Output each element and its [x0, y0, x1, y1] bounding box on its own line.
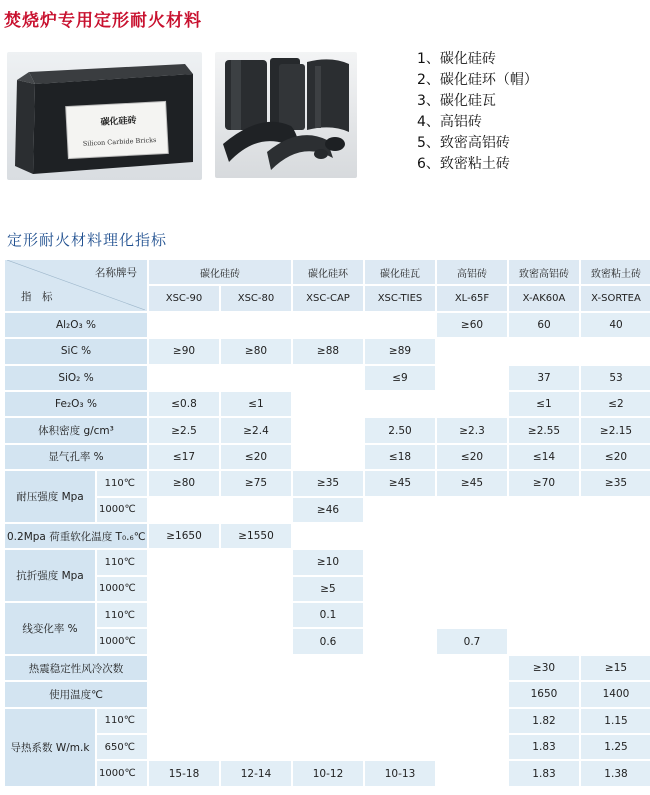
- table-cell: [581, 550, 650, 574]
- table-cell: [581, 498, 650, 522]
- table-cell: [581, 629, 650, 653]
- table-cell: ≥90: [149, 339, 219, 363]
- grade-header: XSC-90: [149, 286, 219, 310]
- table-row: [5, 735, 650, 759]
- table-cell: [293, 366, 363, 390]
- table-cell: [437, 682, 507, 706]
- table-cell: ≥5: [293, 577, 363, 601]
- row-condition: 110℃: [97, 550, 147, 574]
- table-cell: [293, 524, 363, 548]
- table-corner: [5, 260, 147, 311]
- table-cell: [149, 682, 219, 706]
- column-header: 碳化硅环: [293, 260, 363, 284]
- table-cell: [437, 735, 507, 759]
- table-cell: ≥45: [437, 471, 507, 495]
- row-label: 抗折强度 Mpa: [5, 550, 95, 601]
- table-cell: 1650: [509, 682, 579, 706]
- silicon-carbide-brick-photo: [7, 52, 202, 180]
- table-cell: [149, 709, 219, 733]
- table-cell: 1.83: [509, 761, 579, 785]
- grade-header: XSC-CAP: [293, 286, 363, 310]
- table-cell: 0.6: [293, 629, 363, 653]
- table-cell: [365, 603, 435, 627]
- table-cell: ≥15: [581, 656, 650, 680]
- table-cell: [437, 709, 507, 733]
- table-cell: [365, 709, 435, 733]
- table-cell: 1.25: [581, 735, 650, 759]
- table-cell: [149, 498, 219, 522]
- table-cell: 60: [509, 313, 579, 337]
- table-cell: ≥30: [509, 656, 579, 680]
- table-cell: [221, 709, 291, 733]
- grade-header: XSC-TIES: [365, 286, 435, 310]
- table-cell: [581, 339, 650, 363]
- table-cell: [581, 603, 650, 627]
- table-row: [5, 577, 650, 601]
- table-cell: 0.1: [293, 603, 363, 627]
- table-cell: ≥80: [221, 339, 291, 363]
- table-row: [5, 761, 650, 785]
- table-cell: ≥46: [293, 498, 363, 522]
- table-cell: ≥70: [509, 471, 579, 495]
- table-cell: [365, 735, 435, 759]
- table-cell: [365, 629, 435, 653]
- table-cell: [437, 761, 507, 785]
- table-cell: 1.82: [509, 709, 579, 733]
- table-cell: [509, 603, 579, 627]
- table-cell: [221, 313, 291, 337]
- row-label: 0.2Mpa 荷重软化温度 T₀.₆℃: [5, 524, 147, 548]
- list-item: 2、碳化硅环（帽）: [417, 72, 538, 88]
- table-row: [5, 392, 650, 416]
- table-cell: [581, 577, 650, 601]
- table-row: [5, 366, 650, 390]
- product-list: [417, 49, 538, 175]
- column-header: 高铝砖: [437, 260, 507, 284]
- table-cell: ≥2.5: [149, 418, 219, 442]
- section-title: 定形耐火材料理化指标: [7, 231, 168, 249]
- table-cell: [437, 603, 507, 627]
- row-condition: 1000℃: [97, 577, 147, 601]
- table-row: [5, 629, 650, 653]
- table-cell: ≥2.15: [581, 418, 650, 442]
- table-cell: [365, 682, 435, 706]
- table-cell: ≥2.55: [509, 418, 579, 442]
- table-cell: 1.15: [581, 709, 650, 733]
- table-cell: [221, 366, 291, 390]
- table-cell: ≤14: [509, 445, 579, 469]
- table-cell: [365, 313, 435, 337]
- table-cell: [437, 366, 507, 390]
- table-cell: ≤17: [149, 445, 219, 469]
- table-cell: [437, 577, 507, 601]
- table-row: [5, 313, 650, 337]
- table-cell: ≤0.8: [149, 392, 219, 416]
- column-header: 碳化硅砖: [149, 260, 291, 284]
- table-cell: ≥35: [581, 471, 650, 495]
- table-cell: [293, 392, 363, 416]
- table-cell: [293, 445, 363, 469]
- table-cell: [149, 603, 219, 627]
- table-cell: ≥75: [221, 471, 291, 495]
- table-cell: [149, 550, 219, 574]
- table-cell: [149, 735, 219, 759]
- table-cell: [293, 313, 363, 337]
- table-cell: [149, 313, 219, 337]
- table-cell: [293, 709, 363, 733]
- table-cell: [149, 629, 219, 653]
- row-condition: 1000℃: [97, 498, 147, 522]
- table-cell: [365, 577, 435, 601]
- row-label: 显气孔率 %: [5, 445, 147, 469]
- table-cell: ≥2.4: [221, 418, 291, 442]
- corner-bottom-label: 指 标: [21, 291, 53, 304]
- table-cell: ≥45: [365, 471, 435, 495]
- table-cell: [437, 339, 507, 363]
- table-cell: [221, 577, 291, 601]
- table-cell: [365, 392, 435, 416]
- table-cell: 53: [581, 366, 650, 390]
- table-cell: [293, 656, 363, 680]
- row-label: SiC %: [5, 339, 147, 363]
- table-cell: [365, 656, 435, 680]
- table-cell: ≤9: [365, 366, 435, 390]
- table-cell: [149, 577, 219, 601]
- list-item: 6、致密粘土砖: [417, 156, 510, 172]
- table-cell: ≤20: [581, 445, 650, 469]
- table-cell: [509, 498, 579, 522]
- row-condition: 110℃: [97, 603, 147, 627]
- table-row: [5, 418, 650, 442]
- table-cell: 1400: [581, 682, 650, 706]
- column-header: 碳化硅瓦: [365, 260, 435, 284]
- table-cell: ≤2: [581, 392, 650, 416]
- table-cell: ≥1650: [149, 524, 219, 548]
- table-cell: 1.83: [509, 735, 579, 759]
- table-cell: ≥88: [293, 339, 363, 363]
- table-row: [5, 445, 650, 469]
- table-row: [5, 550, 650, 574]
- table-cell: 10-13: [365, 761, 435, 785]
- table-row: [5, 498, 650, 522]
- table-cell: [509, 629, 579, 653]
- table-cell: [149, 656, 219, 680]
- table-cell: ≥35: [293, 471, 363, 495]
- row-label: 线变化率 %: [5, 603, 95, 654]
- row-condition: 1000℃: [97, 761, 147, 785]
- brick-label-en: Silicon Carbide Bricks: [82, 135, 157, 148]
- row-condition: 110℃: [97, 471, 147, 495]
- table-cell: ≤20: [437, 445, 507, 469]
- table-cell: [437, 392, 507, 416]
- table-cell: ≥1550: [221, 524, 291, 548]
- row-label: Al₂O₃ %: [5, 313, 147, 337]
- table-cell: [293, 682, 363, 706]
- column-header: 致密粘土砖: [581, 260, 650, 284]
- page-title: 焚烧炉专用定形耐火材料: [4, 11, 202, 31]
- table-cell: ≥60: [437, 313, 507, 337]
- table-cell: [221, 682, 291, 706]
- table-row: [5, 471, 650, 495]
- table-cell: ≥89: [365, 339, 435, 363]
- table-cell: [437, 656, 507, 680]
- row-label: 导热系数 W/m.k: [5, 709, 95, 786]
- table-cell: [221, 550, 291, 574]
- table-cell: [509, 550, 579, 574]
- table-cell: 12-14: [221, 761, 291, 785]
- row-condition: 110℃: [97, 709, 147, 733]
- row-label: Fe₂O₃ %: [5, 392, 147, 416]
- list-item: 4、高铝砖: [417, 114, 482, 130]
- table-cell: 0.7: [437, 629, 507, 653]
- table-cell: [221, 603, 291, 627]
- table-cell: ≥80: [149, 471, 219, 495]
- spec-table: [3, 258, 650, 788]
- row-label: 热震稳定性风冷次数: [5, 656, 147, 680]
- table-cell: 15-18: [149, 761, 219, 785]
- column-header: 致密高铝砖: [509, 260, 579, 284]
- grade-header: X-SORTEA: [581, 286, 650, 310]
- list-item: 3、碳化硅瓦: [417, 93, 496, 109]
- table-row: [5, 682, 650, 706]
- grade-header: XL-65F: [437, 286, 507, 310]
- table-cell: [221, 629, 291, 653]
- table-cell: 10-12: [293, 761, 363, 785]
- list-item: 1、碳化硅砖: [417, 51, 496, 67]
- table-cell: [509, 339, 579, 363]
- table-cell: [221, 498, 291, 522]
- row-condition: 1000℃: [97, 629, 147, 653]
- table-cell: [437, 524, 507, 548]
- table-cell: [365, 498, 435, 522]
- table-row: [5, 524, 650, 548]
- table-row: [5, 656, 650, 680]
- table-cell: 37: [509, 366, 579, 390]
- table-cell: ≤1: [221, 392, 291, 416]
- table-cell: 1.38: [581, 761, 650, 785]
- table-cell: ≤20: [221, 445, 291, 469]
- table-cell: [509, 577, 579, 601]
- table-cell: ≤18: [365, 445, 435, 469]
- list-item: 5、致密高铝砖: [417, 135, 510, 151]
- row-label: 耐压强度 Mpa: [5, 471, 95, 522]
- table-cell: [437, 498, 507, 522]
- corner-top-label: 名称牌号: [95, 267, 137, 280]
- table-cell: [221, 656, 291, 680]
- row-condition: 650℃: [97, 735, 147, 759]
- grade-header: X-AK60A: [509, 286, 579, 310]
- table-cell: ≥10: [293, 550, 363, 574]
- table-cell: 2.50: [365, 418, 435, 442]
- table-row: [5, 709, 650, 733]
- table-cell: [437, 550, 507, 574]
- table-row: [5, 603, 650, 627]
- row-label: 体积密度 g/cm³: [5, 418, 147, 442]
- row-label: 使用温度℃: [5, 682, 147, 706]
- table-cell: [221, 735, 291, 759]
- table-cell: [149, 366, 219, 390]
- table-cell: [509, 524, 579, 548]
- table-cell: ≥2.3: [437, 418, 507, 442]
- silicon-carbide-tiles-photo: [215, 52, 357, 178]
- table-cell: ≤1: [509, 392, 579, 416]
- table-cell: [581, 524, 650, 548]
- table-cell: [365, 524, 435, 548]
- table-row: [5, 339, 650, 363]
- table-cell: [293, 735, 363, 759]
- row-label: SiO₂ %: [5, 366, 147, 390]
- grade-header: XSC-80: [221, 286, 291, 310]
- brick-label-cn: 碳化硅砖: [100, 115, 137, 128]
- table-cell: [293, 418, 363, 442]
- table-cell: 40: [581, 313, 650, 337]
- table-cell: [365, 550, 435, 574]
